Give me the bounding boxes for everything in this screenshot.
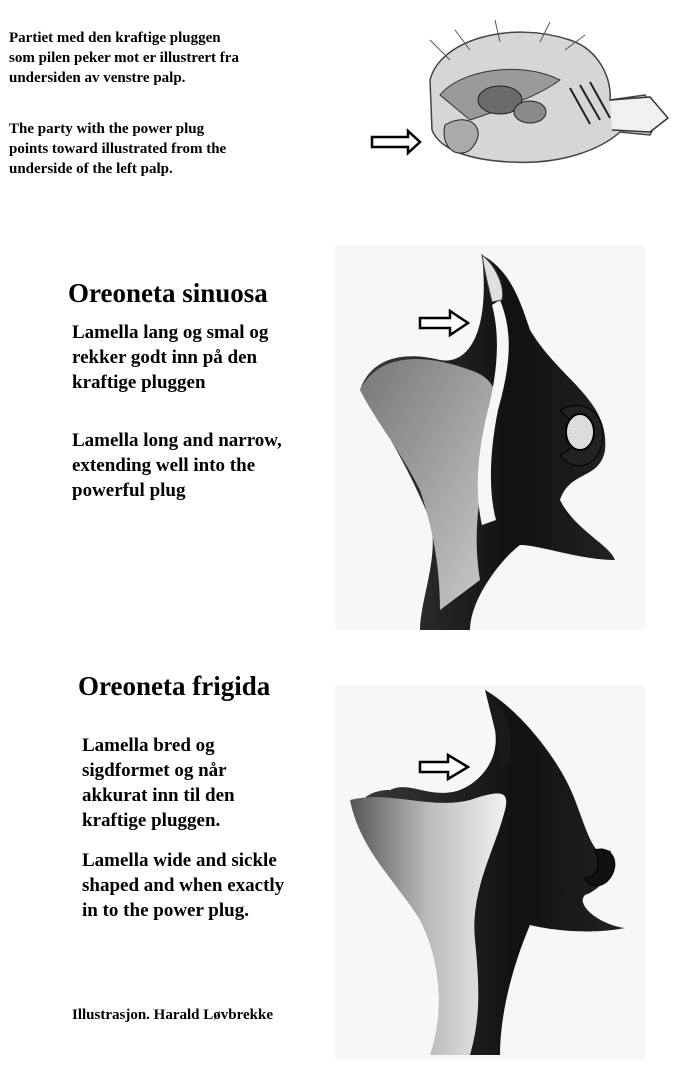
palp-overview-drawing bbox=[430, 20, 668, 162]
illustration-credit: Illustrasjon. Harald Løvbrekke bbox=[72, 1007, 273, 1023]
species-title-frigida: Oreoneta frigida bbox=[78, 671, 271, 701]
sinuosa-description-english: Lamella long and narrow, extending well into the powerful plug bbox=[72, 430, 282, 501]
species-title-sinuosa: Oreoneta sinuosa bbox=[68, 278, 268, 308]
intro-norwegian-text: Partiet med den kraftige pluggen som pilen peker mot er illustrert fra undersiden av venstre palp. bbox=[9, 30, 239, 86]
sinuosa-description-norwegian: Lamella lang og smal og rekker godt inn på den kraftige pluggen bbox=[72, 322, 269, 393]
oreoneta-frigida-drawing bbox=[335, 685, 645, 1060]
frigida-description-english: Lamella wide and sickle shaped and when exactly in to the power plug. bbox=[82, 850, 285, 921]
frigida-description-norwegian: Lamella bred og sigdformet og når akkurat inn til den kraftige pluggen. bbox=[82, 735, 235, 831]
right-arrow-icon bbox=[372, 131, 420, 153]
intro-english-text: The party with the power plug points toward illustrated from the underside of the left palp. bbox=[9, 121, 227, 177]
oreoneta-sinuosa-drawing bbox=[335, 245, 645, 630]
